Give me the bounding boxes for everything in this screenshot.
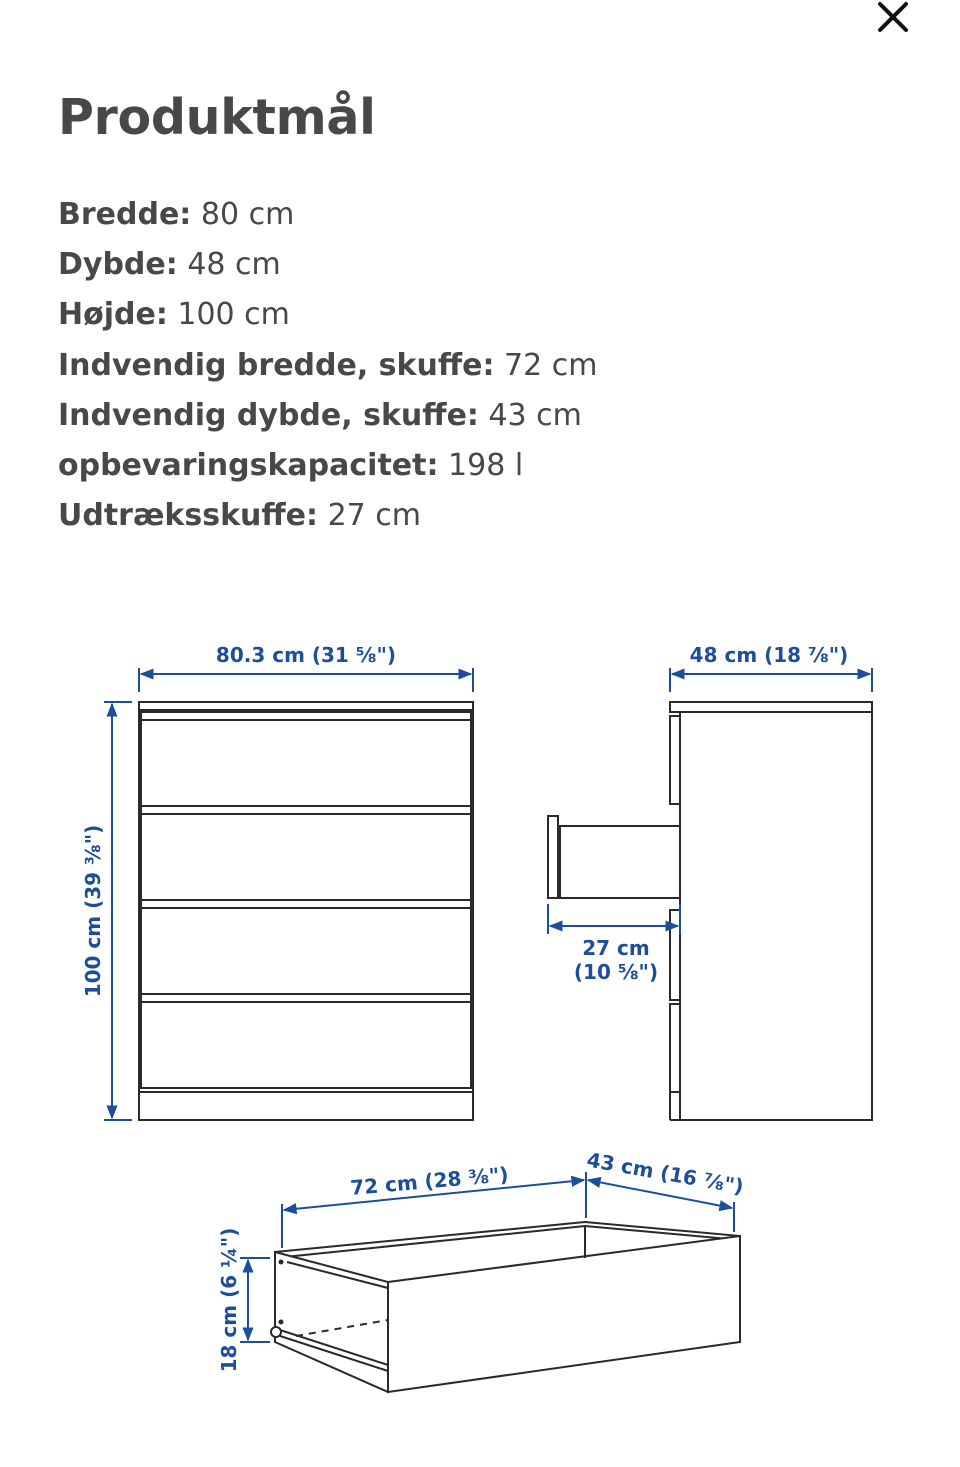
- dimension-diagram: [0, 620, 960, 1420]
- spec-value: 80 cm: [200, 197, 295, 232]
- drawer-width-dimension: [282, 1162, 586, 1248]
- spec-item-capacity: [58, 441, 597, 491]
- spec-label: Højde:: [58, 297, 168, 333]
- spec-item-inner-depth: [58, 391, 597, 441]
- spec-label: Indvendig dybde, skuffe:: [58, 397, 479, 433]
- spec-item-width: [58, 190, 597, 240]
- drawer-depth-label: 43 cm (16 ⅞"): [585, 1147, 746, 1199]
- spec-value: 48 cm: [187, 247, 281, 283]
- side-depth-label: 48 cm (18 ⅞"): [689, 643, 849, 667]
- spec-list: [58, 190, 597, 541]
- drawer-extension-dimension: [548, 904, 680, 984]
- page-title: Produktmål: [58, 89, 376, 146]
- side-view: [548, 702, 872, 1120]
- spec-value: 72 cm: [504, 347, 598, 383]
- spec-label: Dybde:: [58, 247, 178, 283]
- spec-item-inner-width: [58, 341, 597, 391]
- spec-label: Bredde:: [58, 197, 192, 232]
- front-view: [139, 702, 473, 1120]
- spec-label: Udtræksskuffe:: [58, 498, 319, 534]
- spec-label: opbevaringskapacitet:: [58, 447, 439, 483]
- drawer-width-label: 72 cm (28 ⅜"): [349, 1162, 510, 1200]
- front-width-dimension: [139, 643, 473, 692]
- spec-item-drawer-extension: [58, 491, 597, 541]
- close-button[interactable]: [866, 0, 920, 34]
- drawer-extension-label-2: (10 ⅝"): [573, 960, 659, 984]
- front-height-label: 100 cm (39 ⅜"): [81, 824, 105, 998]
- spec-value: 100 cm: [177, 297, 290, 333]
- drawer-depth-dimension: [585, 1148, 745, 1232]
- spec-item-height: [58, 290, 597, 340]
- close-icon: [876, 0, 910, 34]
- drawer-height-label: 18 cm (6 ¼"): [217, 1227, 241, 1373]
- spec-value: 27 cm: [327, 498, 422, 534]
- drawer-view: [271, 1222, 740, 1392]
- spec-value: 43 cm: [488, 397, 582, 433]
- drawer-extension-label-1: 27 cm: [582, 936, 650, 960]
- side-depth-dimension: [670, 643, 872, 692]
- front-width-label: 80.3 cm (31 ⅝"): [215, 643, 397, 667]
- drawer-height-dimension: [217, 1228, 270, 1373]
- spec-label: Indvendig bredde, skuffe:: [58, 347, 495, 383]
- spec-value: 198 l: [448, 447, 524, 483]
- spec-item-depth: [58, 240, 597, 290]
- front-height-dimension: [81, 702, 132, 1120]
